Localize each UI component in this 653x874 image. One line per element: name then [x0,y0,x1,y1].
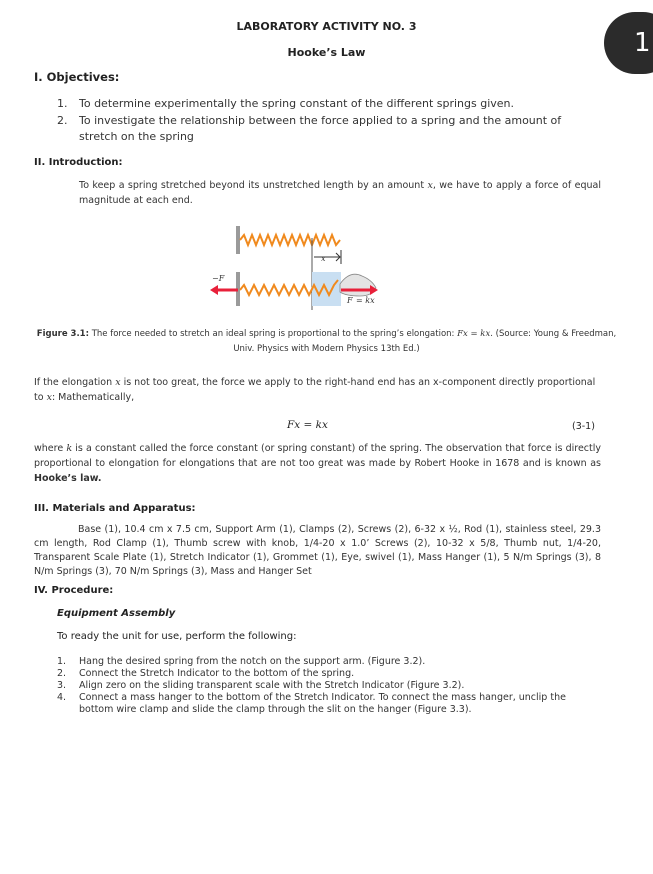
neg-force-label: −F [212,274,225,283]
list-item: 1. To determine experimentally the spring constant of the different springs given. [57,97,515,110]
x-label: x [321,254,326,263]
list-item: 2. Connect the Stretch Indicator to the bottom of the spring. [57,668,355,679]
equation-number: (3-1) [572,421,595,432]
intro-paragraph-1: To keep a spring stretched beyond its unstretched length by an amount x, we have to apply a force of equal magnitude at each end. [79,180,601,206]
procedure-heading: IV. Procedure: [34,585,114,596]
objectives-list [57,96,602,145]
introduction-heading: II. Introduction: [34,157,123,168]
objectives-heading: I. Objectives: [34,70,120,84]
procedure-steps [57,656,602,716]
page-title: LABORATORY ACTIVITY NO. 3 [236,20,417,33]
left-force-arrowhead [210,285,218,295]
spring-figure [200,220,400,320]
list-item: 2. To investigate the relationship between the force applied to a spring and the amount of stretch on the spring [57,114,562,143]
intro-paragraph-3: where k is a constant called the force constant (or spring constant) of the spring. The observation that force is directly proportional to elongation for elongations that are not too great was made by Robert Hooke in 1678 and is known as Hooke’s law. [34,443,601,484]
kx-label: = kx [356,296,375,305]
force-label: F [347,296,353,305]
list-item: 3. Align zero on the sliding transparent scale with the Stretch Indicator (Figure 3.2). [57,680,465,691]
materials-paragraph: Base (1), 10.4 cm x 7.5 cm, Support Arm (1), Clamps (2), Screws (2), 6-32 x ½, Rod (1), stainless steel, 29.3 cm length, Rod Clamp (1), Thumb screw with knob, 1/4-20 x 1.0’ Screws (2), 10-32 x 5/8, Thumb nut, 1/4-20, Transparent Scale Plate (1), Stretch Indicator (1), Grommet (1), Eye, swivel (1), Mass Hanger (1), 5 N/m Springs (3), 8 N/m Springs (3), 70 N/m Springs (3), Mass and Hanger Set [34,524,601,577]
equation: Fx = kx [287,419,328,431]
page-number-badge: 1 [604,12,653,74]
list-item: 1. Hang the desired spring from the notch on the support arm. (Figure 3.2). [57,656,426,667]
materials-heading: III. Materials and Apparatus: [34,503,196,514]
list-item: 4. Connect a mass hanger to the bottom of the Stretch Indicator. To connect the mass hanger, unclip the bottom wire clamp and slide the clamp through the slit on the hanger (Figure 3.3). [57,692,566,715]
intro-paragraph-2: If the elongation x is not too great, the force we apply to the right-hand end has an x-component directly proportional to x: Mathematically, [34,377,596,403]
unstretched-spring [240,235,340,245]
procedure-intro: To ready the unit for use, perform the following: [57,631,297,642]
procedure-subheading: Equipment Assembly [57,608,176,619]
figure-caption: Figure 3.1: The force needed to stretch an ideal spring is proportional to the spring’s elongation: Fx = kx. (Source: Young & Freedman, Univ. Physics with Modern Physics 13th Ed.) [36,329,617,354]
page-subtitle: Hooke’s Law [287,46,366,59]
wall-top [236,226,240,254]
